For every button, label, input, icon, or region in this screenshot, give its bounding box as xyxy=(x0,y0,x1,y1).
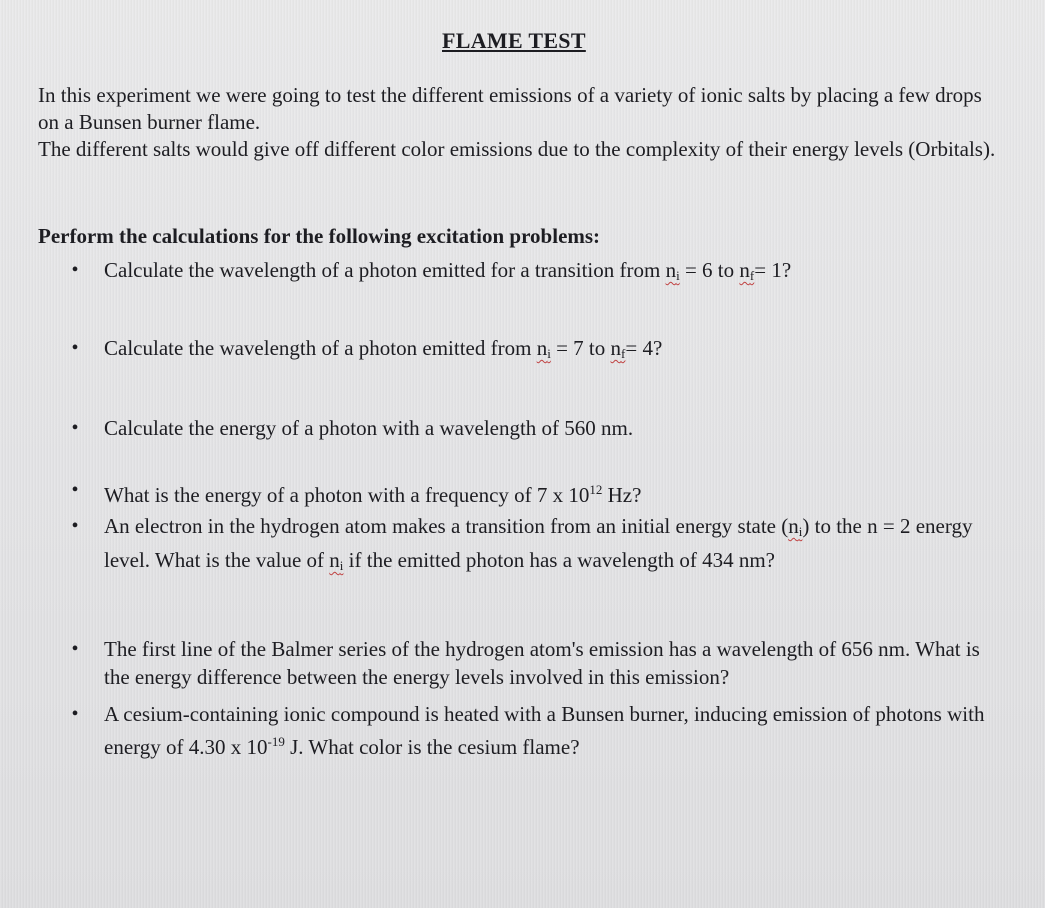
bullet-icon: • xyxy=(71,417,79,439)
initial-level-symbol: $n_i$ xyxy=(536,336,551,361)
bullet-icon: • xyxy=(71,638,79,660)
final-level-symbol: $n_f$ xyxy=(739,258,755,283)
problem-7-text: A cesium-containing ionic compound is heated with a Bunsen burner, inducing emission of photons with energy of 4.30 x 10 xyxy=(104,702,985,759)
bullet-icon: • xyxy=(71,515,79,537)
initial-level-symbol: $n_i$ xyxy=(788,514,803,539)
problem-6-text: The first line of the Balmer series of the hydrogen atom's emission has a wavelength of 656 nm. What is the energy difference between the energy levels involved in this emission? xyxy=(104,637,980,689)
bullet-icon: • xyxy=(71,479,79,501)
document-page xyxy=(36,26,1006,886)
bullet-icon: • xyxy=(71,703,79,725)
problem-6 xyxy=(71,635,1000,691)
intro-paragraph-2: The different salts would give off different color emissions due to the complexity of their energy levels (Orbitals). xyxy=(38,137,996,161)
problem-3 xyxy=(71,414,1000,442)
intro-section xyxy=(38,82,998,163)
problem-4: • What is the energy of a photon with a frequency of 7 x $10^{12}$ Hz? xyxy=(104,476,1000,509)
page-title: FLAME TEST xyxy=(442,28,586,53)
problem-5: • An electron in the hydrogen atom makes a transition from an initial energy state $(n_i)$ to the n = 2 energy level. What is the value of $n_i$ if the emitted photon has a wavelength of 434 nm? xyxy=(104,512,1000,580)
bullet-icon: • xyxy=(71,337,79,359)
problem-3-text: Calculate the energy of a photon with a wavelength of 560 nm. xyxy=(104,416,634,440)
final-level-symbol: $n_f$ xyxy=(610,336,626,361)
problem-4-text: What is the energy of a photon with a frequency of 7 x 10 xyxy=(104,483,590,507)
problem-1-text: Calculate the wavelength of a photon emitted for a transition from xyxy=(104,258,666,282)
problem-2: • Calculate the wavelength of a photon emitted from $n_i = 7$ to $n_f= 4$? xyxy=(104,334,1000,368)
intro-paragraph-1: In this experiment we were going to test the different emissions of a variety of ionic salts by placing a few drops on a Bunsen burner flame. xyxy=(38,83,982,134)
problem-2-text: Calculate the wavelength of a photon emitted from xyxy=(104,336,537,360)
problem-1: • Calculate the wavelength of a photon emitted for a transition from $n_i = 6$ to $n_f= 1$? xyxy=(104,256,1000,290)
exponent: -19 xyxy=(267,734,285,749)
initial-level-symbol: $n_i$ xyxy=(665,258,680,283)
problem-7: • A cesium-containing ionic compound is heated with a Bunsen burner, inducing emission of photons with energy of 4.30 x $10^{-19}$ J. What color is the cesium flame? xyxy=(104,700,1000,761)
bullet-icon: • xyxy=(71,259,79,281)
initial-level-symbol: $n_i$ xyxy=(329,548,344,573)
problem-5-text: An electron in the hydrogen atom makes a transition from an initial energy state ( xyxy=(104,514,789,538)
problems-heading: Perform the calculations for the following excitation problems: xyxy=(38,224,601,248)
exponent: 12 xyxy=(589,482,603,497)
